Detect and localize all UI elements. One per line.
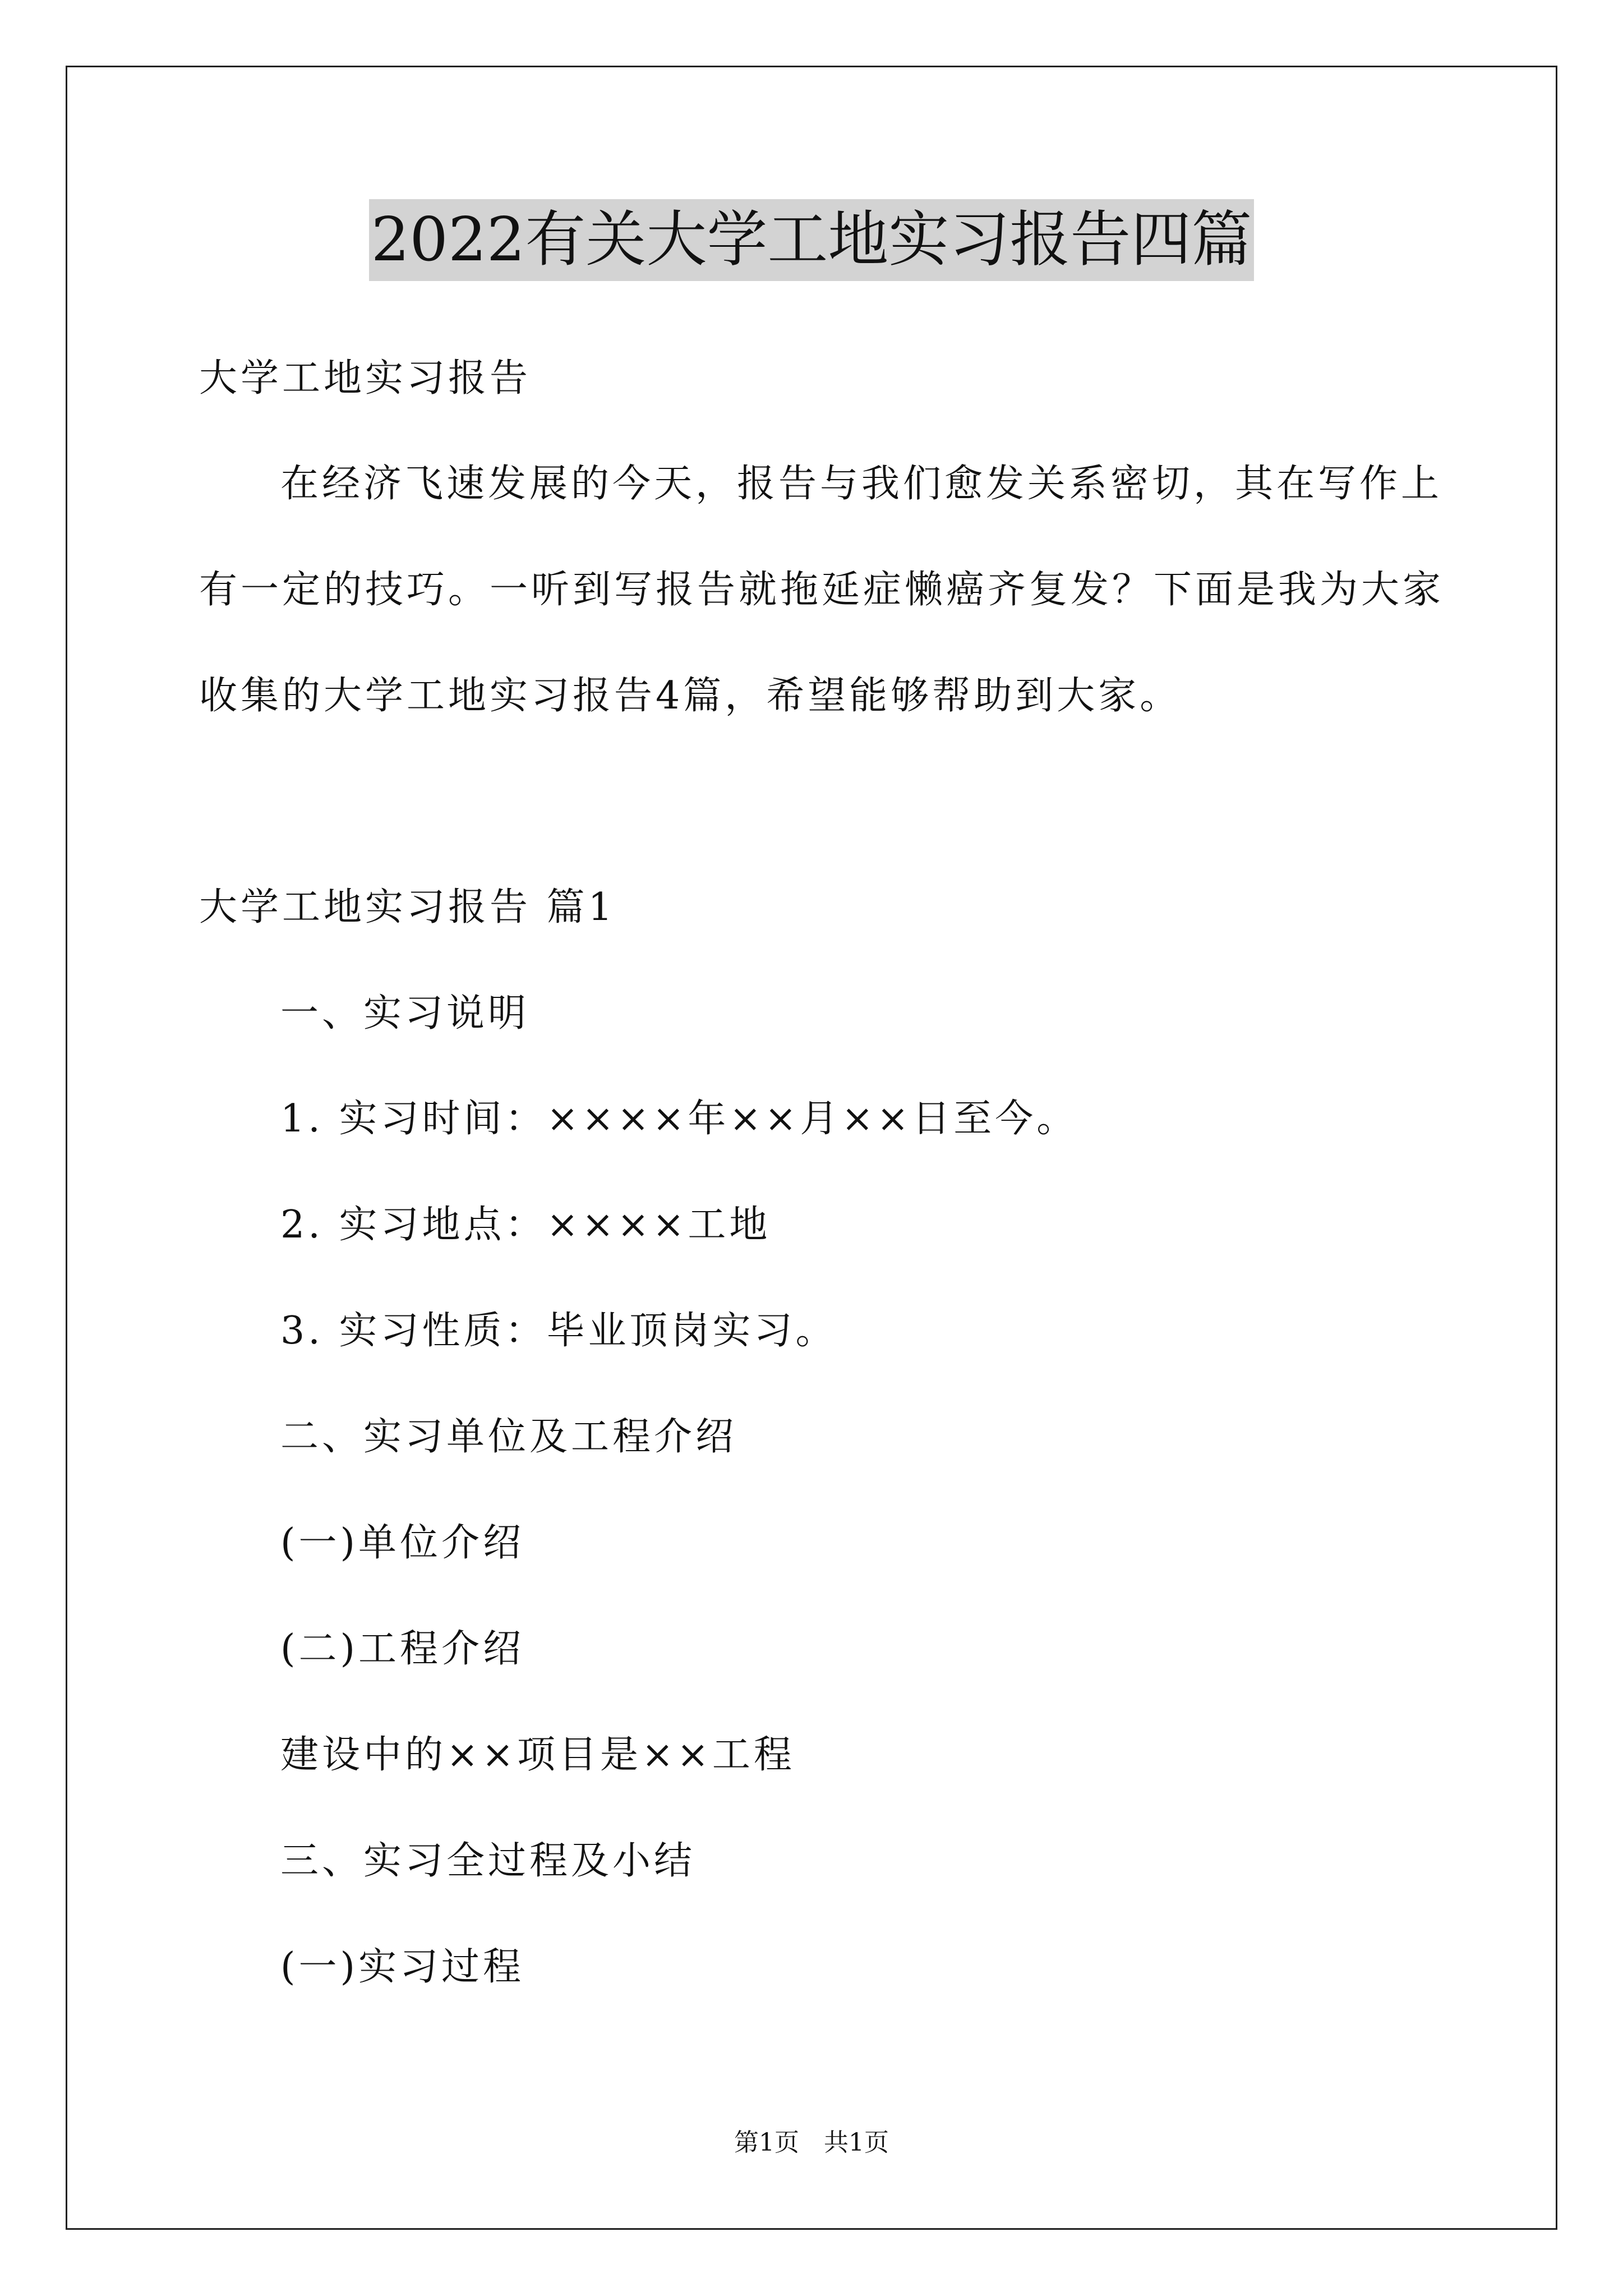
page-total: 共1页 (824, 2128, 889, 2157)
item-10: (一)实习过程 (280, 1945, 525, 1989)
intro-line-2: 有一定的技巧。一听到写报告就拖延症懒癌齐复发？下面是我为大家 (199, 568, 1445, 612)
page-number: 第1页 (734, 2128, 799, 2157)
page-footer (0, 2126, 1623, 2160)
item-2: 1. 实习时间：××××年××月××日至今。 (280, 1097, 1078, 1141)
item-4: 3. 实习性质：毕业顶岗实习。 (280, 1309, 837, 1353)
document-title: 2022有关大学工地实习报告四篇 (369, 199, 1255, 281)
intro-line-3: 收集的大学工地实习报告4篇，希望能够帮助到大家。 (199, 674, 1182, 718)
title-container (0, 199, 1623, 281)
item-7: (二)工程介绍 (280, 1627, 525, 1671)
intro-heading: 大学工地实习报告 (199, 356, 532, 401)
item-6: (一)单位介绍 (280, 1521, 525, 1565)
intro-line-1: 在经济飞速发展的今天，报告与我们愈发关系密切，其在写作上 (280, 462, 1443, 506)
item-1: 一、实习说明 (280, 991, 530, 1036)
item-5: 二、实习单位及工程介绍 (280, 1415, 737, 1459)
item-3: 2. 实习地点：××××工地 (280, 1203, 771, 1247)
section-heading: 大学工地实习报告 篇1 (199, 885, 616, 930)
item-9: 三、实习全过程及小结 (280, 1839, 696, 1883)
item-8: 建设中的××项目是××工程 (280, 1733, 795, 1777)
